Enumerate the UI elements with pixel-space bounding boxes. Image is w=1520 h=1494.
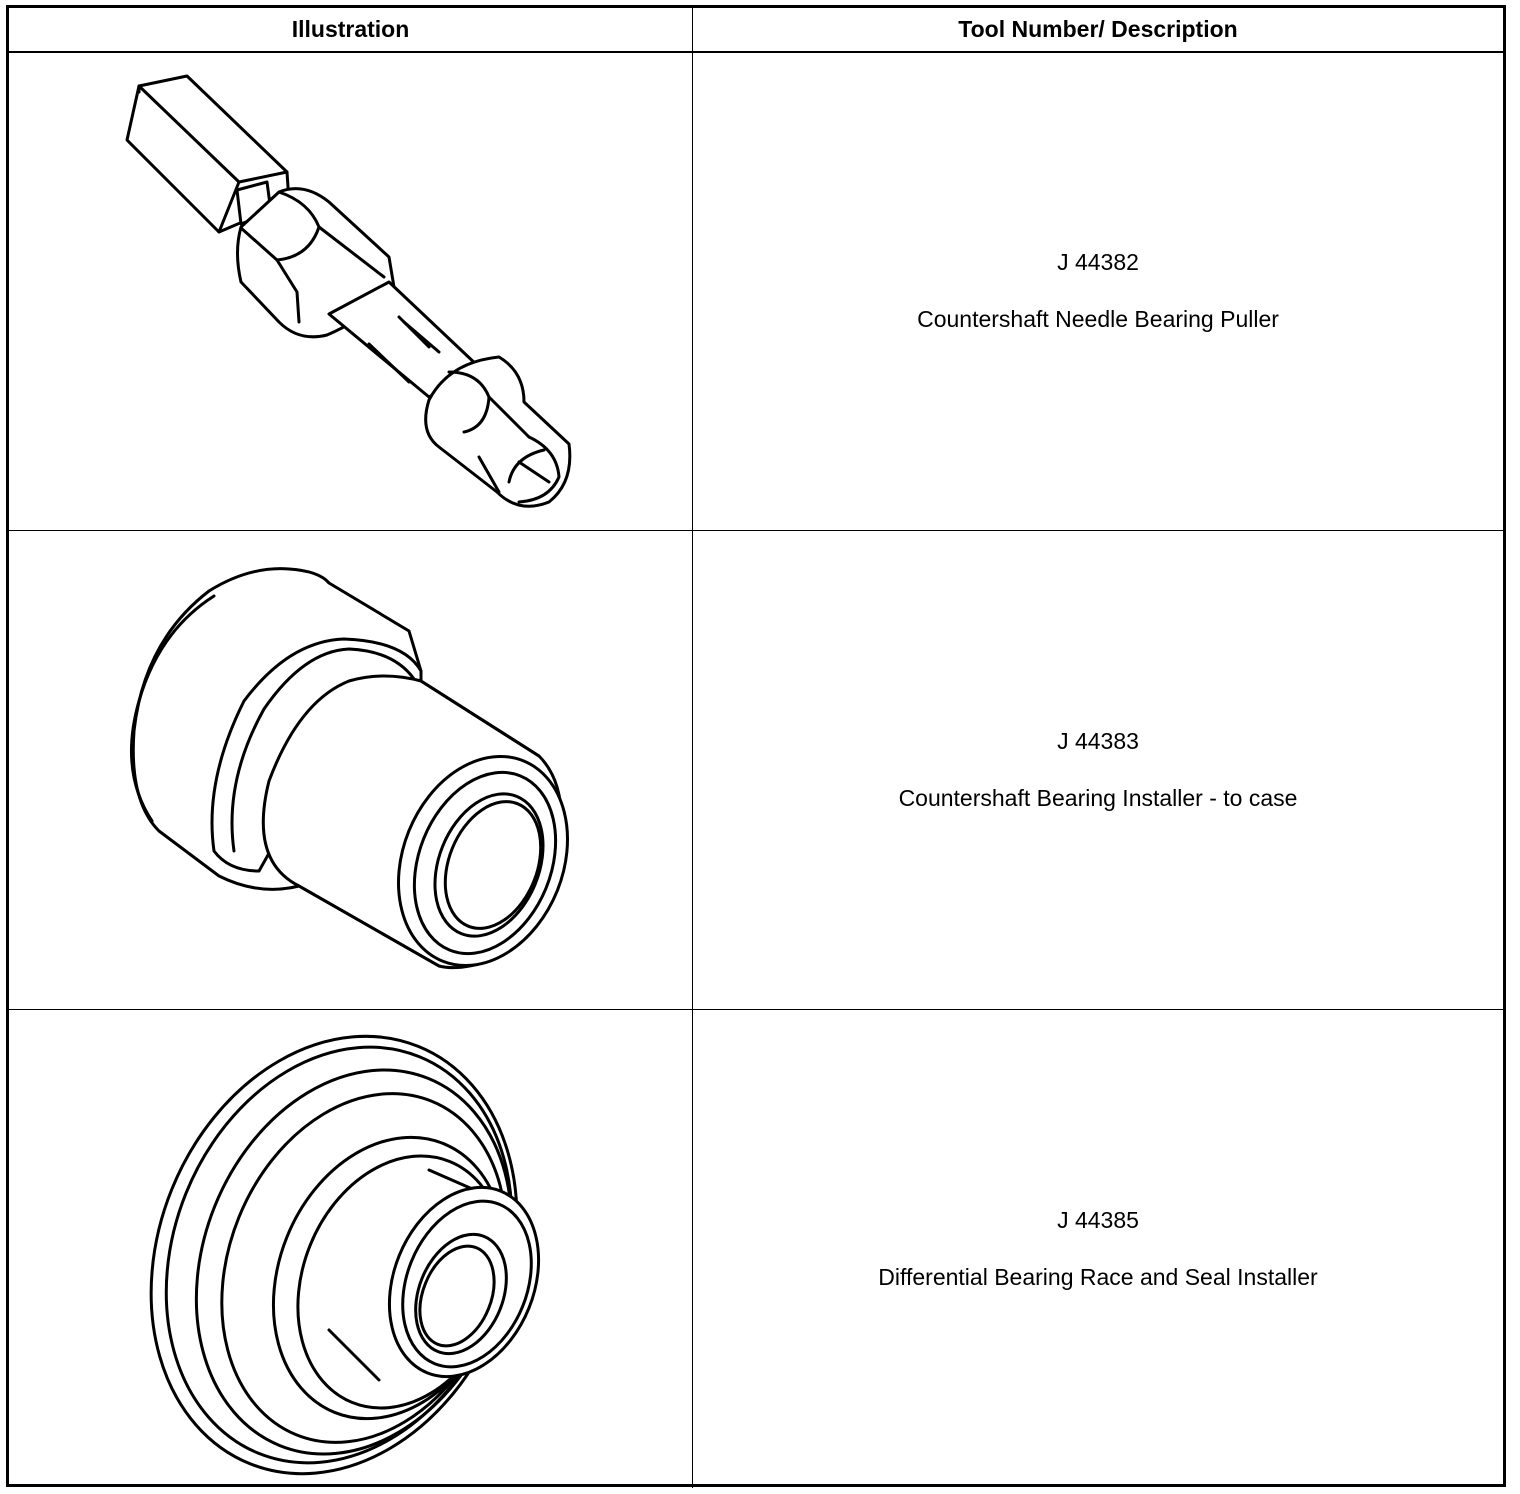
tool-number: J 44385 <box>1057 1207 1139 1233</box>
tool-description: Differential Bearing Race and Seal Installer <box>878 1264 1318 1290</box>
illustration-cell <box>9 52 693 530</box>
column-header-description: Tool Number/ Description <box>958 16 1238 42</box>
table-row <box>9 531 1503 1009</box>
description-cell <box>693 531 1503 1009</box>
illustration-cell <box>9 531 693 1009</box>
tool-table <box>6 5 1506 1487</box>
tool-number: J 44382 <box>1057 249 1139 275</box>
illustration-cell <box>9 1010 693 1488</box>
table-row <box>9 1010 1503 1488</box>
race-seal-installer-drawing <box>9 1010 693 1488</box>
column-header-illustration: Illustration <box>9 8 693 51</box>
table-row <box>9 52 1503 530</box>
tool-description: Countershaft Needle Bearing Puller <box>917 306 1279 332</box>
description-cell <box>693 52 1503 530</box>
needle-bearing-puller-drawing <box>9 52 693 530</box>
tool-description: Countershaft Bearing Installer - to case <box>898 785 1298 811</box>
tool-number: J 44383 <box>1057 728 1139 754</box>
description-cell <box>693 1010 1503 1488</box>
bearing-installer-drawing <box>9 531 693 1009</box>
